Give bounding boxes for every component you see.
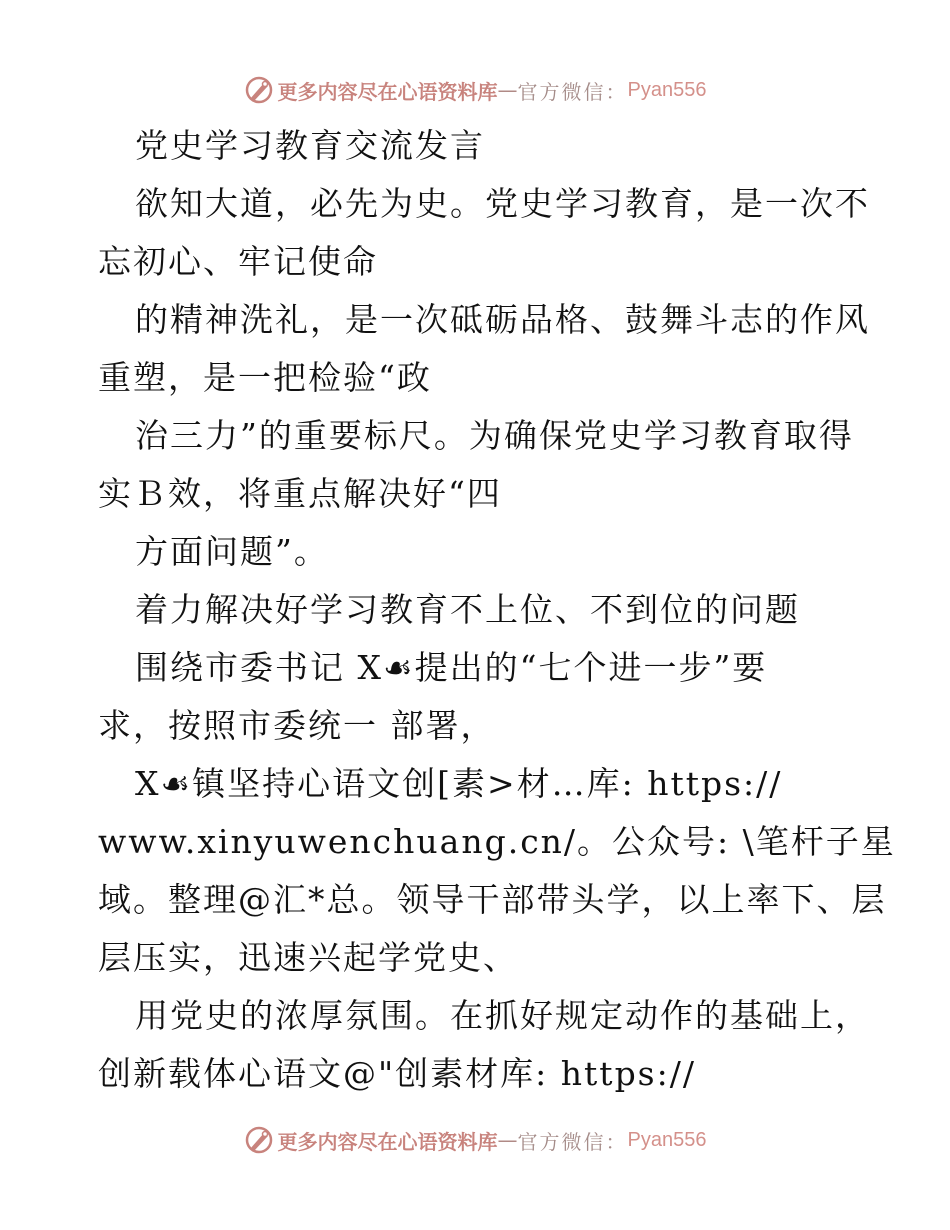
doc-line: 求，按照市委统一 部署， [98,706,496,745]
banner-separator: — [497,78,518,102]
doc-line: 的精神洗礼，是一次砥砺品格、鼓舞斗志的作风 [135,300,870,339]
doc-line: 方面问题”。 [135,532,329,571]
doc-section-heading: 着力解决好学习教育不上位、不到位的问题 [135,590,800,629]
pen-seal-logo-icon [244,75,274,105]
doc-line: 欲知大道，必先为史。党史学习教育，是一次不 [135,184,870,223]
doc-line: 忘初心、牢记使命 [98,242,378,281]
banner-wechat-id: Pyan556 [627,1128,707,1151]
header-banner [0,70,950,110]
doc-line: 治三力”的重要标尺。为确保党史学习教育取得 [135,416,854,455]
doc-line: 域。整理@汇*总。领导干部带头学，以上率下、层 [98,880,887,919]
banner-sub-text: 官方微信： [517,79,628,104]
pen-seal-logo-icon [244,1125,274,1155]
doc-line: 重塑，是一把检验“政 [98,358,432,397]
banner-sub-text: 官方微信： [517,1129,628,1154]
doc-line: X☙镇坚持心语文创[素>材…库: https:// [135,764,783,803]
footer-banner [0,1120,950,1160]
banner-wechat-id: Pyan556 [627,78,707,101]
doc-line: 用党史的浓厚氛围。在抓好规定动作的基础上， [135,996,870,1035]
doc-line: 实Ｂ效，将重点解决好“四 [98,474,502,513]
document-body [98,117,896,1103]
doc-line: www.xinyuwenchuang.cn/。公众号: \笔杆子星 [98,822,896,861]
doc-line: 创新载体心语文@"创素材库: https:// [98,1054,696,1093]
doc-line: 层压实，迅速兴起学党史、 [98,938,518,977]
doc-title: 党史学习教育交流发言 [135,126,485,165]
doc-line: 围绕市委书记 X☙提出的“七个进一步”要 [135,648,768,687]
banner-separator: — [497,1128,518,1152]
banner-main-text: 更多内容尽在心语资料库 [277,1129,498,1154]
banner-main-text: 更多内容尽在心语资料库 [277,79,498,104]
